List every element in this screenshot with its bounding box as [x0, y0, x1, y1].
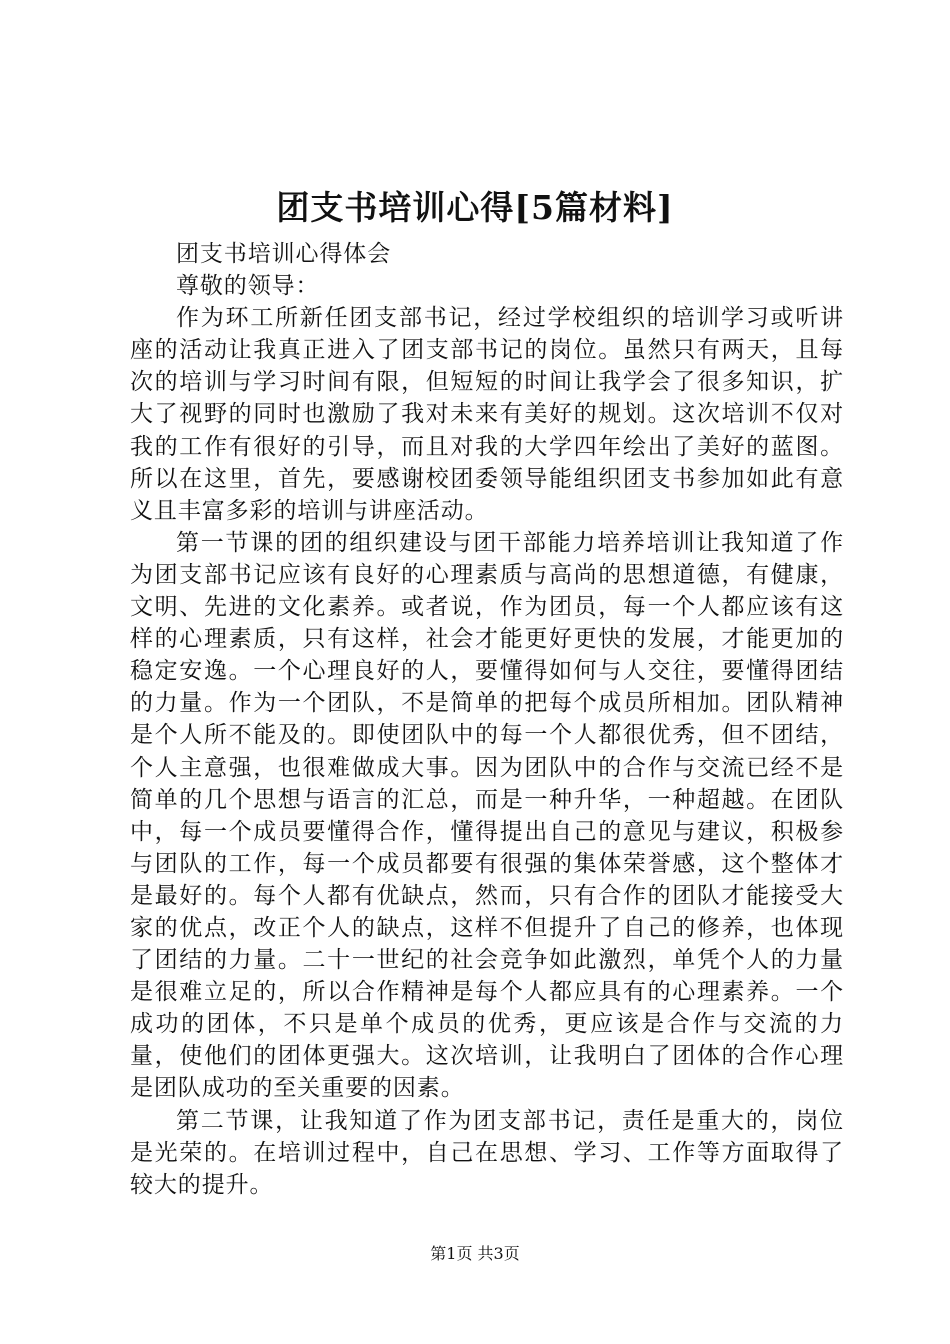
document-body — [130, 238, 844, 1201]
body-paragraph-3: 第二节课，让我知道了作为团支部书记，责任是重大的，岗位是光荣的。在培训过程中，自己在思想、学习、工作等方面取得了较大的提升。 — [130, 1107, 844, 1198]
body-paragraph-1: 作为环工所新任团支部书记，经过学校组织的培训学习或听讲座的活动让我真正进入了团支部书记的岗位。虽然只有两天，且每次的培训与学习时间有限，但短短的时间让我学会了很多知识，扩大了视野的同时也激励了我对未来有美好的规划。这次培训不仅对我的工作有很好的引导，而且对我的大学四年绘出了美好的蓝图。所以在这里，首先，要感谢校团委领导能组织团支书参加如此有意义且丰富多彩的培训与讲座活动。 — [130, 305, 844, 524]
subtitle-paragraph: 团支书培训心得体会 — [176, 241, 392, 267]
document-title: 团支书培训心得[5篇材料] — [276, 188, 674, 227]
body-paragraph-2: 第一节课的团的组织建设与团干部能力培养培训让我知道了作为团支部书记应该有良好的心理素质与高尚的思想道德，有健康，文明、先进的文化素养。或者说，作为团员，每一个人都应该有这样的心理素质，只有这样，社会才能更好更快的发展，才能更加的稳定安逸。一个心理良好的人，要懂得如何与人交往，要懂得团结的力量。作为一个团队，不是简单的把每个成员所相加。团队精神是个人所不能及的。即使团队中的每一个人都很优秀，但不团结，个人主意强，也很难做成大事。因为团队中的合作与交流已经不是简单的几个思想与语言的汇总，而是一种升华，一种超越。在团队中，每一个成员要懂得合作，懂得提出自己的意见与建议，积极参与团队的工作，每一个成员都要有很强的集体荣誉感，这个整体才是最好的。每个人都有优缺点，然而，只有合作的团队才能接受大家的优点，改正个人的缺点，这样不但提升了自己的修养，也体现了团结的力量。二十一世纪的社会竞争如此激烈，单凭个人的力量是很难立足的，所以合作精神是每个人都应具有的心理素养。一个成功的团体，不只是单个成员的优秀，更应该是合作与交流的力量，使他们的团体更强大。这次培训，让我明白了团体的合作心理是团队成功的至关重要的因素。 — [130, 529, 844, 1102]
salutation-paragraph: 尊敬的领导： — [176, 273, 320, 300]
page-footer: 第1页 共3页 — [430, 1244, 520, 1263]
